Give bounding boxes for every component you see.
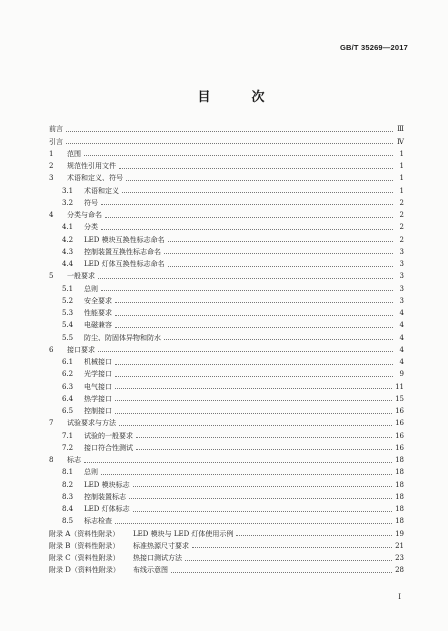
toc-entry-page: 3 <box>399 284 404 293</box>
dot-leader <box>115 522 392 524</box>
dot-leader <box>66 130 393 132</box>
standard-code: GB/T 35269—2017 <box>339 43 408 52</box>
toc-entry-number: 附录 B（资料性附录） <box>49 541 120 550</box>
dot-leader <box>136 448 392 450</box>
toc-entry-page: 3 <box>399 247 404 256</box>
toc-entry-page: 18 <box>395 517 404 526</box>
toc-entry[interactable] <box>49 293 404 305</box>
toc-entry-page: 1 <box>399 186 404 195</box>
toc-entry-number: 7.2 <box>62 443 74 452</box>
toc-entry-page: 18 <box>395 468 404 477</box>
toc-entry[interactable] <box>49 244 404 256</box>
toc-entry[interactable] <box>49 195 404 207</box>
toc-entry-number: 7 <box>49 419 54 428</box>
toc-entry-page: 1 <box>399 174 404 183</box>
dot-leader <box>105 216 393 218</box>
toc-entry[interactable] <box>49 329 404 341</box>
page-number: I <box>398 593 401 601</box>
toc-entry-number: 4.2 <box>62 235 74 244</box>
toc-entry-title: LED 灯体标志 <box>84 505 130 513</box>
toc-entry[interactable] <box>49 342 404 354</box>
toc-entry-title: 防尘、防固体异物和防水 <box>84 333 161 342</box>
toc-entry-title: 术语和定义、符号 <box>67 174 123 183</box>
dot-leader <box>122 191 393 193</box>
toc-entry-page: 3 <box>399 272 404 281</box>
toc-entry[interactable] <box>49 317 404 329</box>
toc-entry[interactable] <box>49 133 404 145</box>
toc-entry[interactable] <box>49 121 404 133</box>
toc-entry-number: 6.5 <box>62 407 74 415</box>
dot-leader <box>129 497 392 499</box>
dot-leader <box>115 314 393 316</box>
dot-leader <box>115 412 392 414</box>
toc-entry-number: 6.3 <box>62 382 74 391</box>
toc-entry-number: 4.3 <box>62 247 74 256</box>
toc-entry-page: 18 <box>395 492 404 501</box>
toc-entry-page: 9 <box>399 370 404 379</box>
dot-leader <box>115 399 392 401</box>
toc-entry-page: 11 <box>395 382 404 391</box>
dot-leader <box>115 363 393 365</box>
toc-entry-page: Ⅳ <box>397 137 404 146</box>
toc-entry-title: 接口符合性测试 <box>84 443 133 452</box>
toc-entry-title: 电磁兼容 <box>84 321 112 330</box>
toc-entry-number: 6.2 <box>62 370 74 379</box>
toc-entry-title: 引言 <box>49 137 63 146</box>
toc-entry-title: 机械接口 <box>84 358 112 366</box>
dot-leader <box>185 559 392 561</box>
toc-entry[interactable] <box>49 501 404 513</box>
toc-entry-number: 5 <box>49 272 54 281</box>
toc-entry-number: 附录 A（资料性附录） <box>49 529 120 538</box>
toc-entry[interactable] <box>49 268 404 280</box>
toc-entry-title: 范围 <box>67 149 81 158</box>
toc-entry-title: 试验的一般要求 <box>84 431 133 440</box>
toc-entry-title: LED 模块与 LED 灯体使用示例 <box>133 529 234 538</box>
toc-entry-page: 4 <box>399 333 404 342</box>
toc-entry[interactable] <box>49 378 404 390</box>
toc-entry-number: 6.1 <box>62 358 74 366</box>
toc-entry-number: 3.1 <box>62 186 74 195</box>
dot-leader <box>101 228 393 230</box>
toc-entry-title: 分类 <box>84 223 98 232</box>
dot-leader <box>136 436 392 438</box>
toc-entry-number: 5.2 <box>62 296 74 305</box>
dot-leader <box>236 534 392 536</box>
toc-entry[interactable] <box>49 538 404 550</box>
toc-entry[interactable] <box>49 489 404 501</box>
toc-entry-page: 1 <box>399 149 404 158</box>
toc-entry-number: 5.3 <box>62 309 74 317</box>
toc-entry[interactable] <box>49 415 404 427</box>
toc-entry-page: 19 <box>395 529 404 538</box>
toc-entry[interactable] <box>49 280 404 292</box>
toc-entry-number: 8.5 <box>62 517 74 526</box>
toc-entry[interactable] <box>49 440 404 452</box>
toc-entry-page: 4 <box>399 345 404 354</box>
dot-leader <box>98 350 393 352</box>
toc-entry-title: 布线示意图 <box>133 566 168 575</box>
toc-entry-page: 2 <box>399 211 404 219</box>
toc-entry-title: 前言 <box>49 125 63 134</box>
toc-entry-page: 3 <box>399 296 404 305</box>
toc-entry[interactable] <box>49 146 404 158</box>
toc-entry-title: 试验要求与方法 <box>67 419 116 428</box>
dot-leader <box>133 485 392 487</box>
toc-entry-title: 符号 <box>84 198 98 207</box>
dot-leader <box>115 375 393 377</box>
dot-leader <box>66 142 393 144</box>
dot-leader <box>171 571 392 573</box>
toc-entry-title: 术语和定义 <box>84 186 119 195</box>
toc-entry-number: 附录 D（资料性附录） <box>49 566 120 575</box>
toc-entry-page: 21 <box>395 541 404 550</box>
toc-entry-number: 6 <box>49 345 54 354</box>
toc-entry[interactable] <box>49 170 404 182</box>
dot-leader <box>115 301 393 303</box>
dot-leader <box>119 424 392 426</box>
dot-leader <box>115 387 392 389</box>
toc-entry[interactable] <box>49 562 404 574</box>
dot-leader <box>192 546 392 548</box>
table-of-contents <box>49 121 404 574</box>
toc-entry-page: 16 <box>395 419 404 428</box>
toc-entry-number: 5.5 <box>62 333 74 342</box>
dot-leader <box>164 338 393 340</box>
toc-entry[interactable] <box>49 427 404 439</box>
toc-entry-page: 15 <box>395 394 404 403</box>
toc-entry[interactable] <box>49 158 404 170</box>
toc-entry-number: 8.3 <box>62 492 74 501</box>
toc-entry[interactable] <box>49 513 404 525</box>
toc-entry-page: Ⅲ <box>397 125 404 134</box>
toc-entry-page: 4 <box>399 358 404 366</box>
toc-entry[interactable] <box>49 256 404 268</box>
toc-entry-title: 规范性引用文件 <box>67 162 116 170</box>
dot-leader <box>126 179 393 181</box>
toc-entry-title: 接口要求 <box>67 345 95 354</box>
dot-leader <box>119 167 393 169</box>
toc-entry-page: 2 <box>399 223 404 232</box>
toc-entry[interactable] <box>49 550 404 562</box>
toc-entry-title: 总则 <box>84 468 98 477</box>
toc-entry-title: 标志 <box>67 456 81 464</box>
toc-entry-page: 4 <box>399 309 404 317</box>
toc-entry-number: 8.1 <box>62 468 74 477</box>
toc-entry-number: 7.1 <box>62 431 74 440</box>
toc-entry-number: 附录 C（资料性附录） <box>49 554 120 562</box>
toc-entry[interactable] <box>49 219 404 231</box>
dot-leader <box>84 461 392 463</box>
toc-entry[interactable] <box>49 207 404 219</box>
dot-leader <box>168 240 393 242</box>
toc-entry-number: 5.1 <box>62 284 74 293</box>
toc-entry[interactable] <box>49 403 404 415</box>
dot-leader <box>101 473 392 475</box>
toc-entry[interactable] <box>49 525 404 537</box>
toc-entry[interactable] <box>49 354 404 366</box>
dot-leader <box>133 510 392 512</box>
toc-entry-page: 28 <box>395 566 404 575</box>
toc-entry-page: 2 <box>399 198 404 207</box>
toc-entry[interactable] <box>49 366 404 378</box>
toc-entry-number: 4.1 <box>62 223 74 232</box>
toc-entry-number: 6.4 <box>62 394 74 403</box>
toc-entry-number: 4.4 <box>62 260 74 268</box>
toc-entry[interactable] <box>49 452 404 464</box>
toc-entry-title: 性能要求 <box>84 309 112 317</box>
toc-entry-title: LED 模块互换性标志命名 <box>84 235 165 244</box>
toc-entry-title: LED 模块标志 <box>84 480 130 489</box>
toc-entry-page: 18 <box>395 505 404 513</box>
dot-leader <box>101 203 393 205</box>
dot-leader <box>115 326 393 328</box>
toc-entry-title: 分类与命名 <box>67 211 102 219</box>
toc-entry-title: 一般要求 <box>67 272 95 281</box>
toc-entry-number: 3 <box>49 174 54 183</box>
toc-entry-page: 16 <box>395 431 404 440</box>
toc-entry-title: 控制装置标志 <box>84 492 126 501</box>
dot-leader <box>84 154 393 156</box>
toc-entry-title: 热学接口 <box>84 394 112 403</box>
toc-entry-title: 安全要求 <box>84 296 112 305</box>
dot-leader <box>168 265 393 267</box>
dot-leader <box>164 252 393 254</box>
toc-entry-number: 3.2 <box>62 198 74 207</box>
toc-entry-number: 8.2 <box>62 480 74 489</box>
toc-entry-page: 16 <box>395 407 404 415</box>
toc-entry-page: 2 <box>399 235 404 244</box>
toc-entry-number: 4 <box>49 211 54 219</box>
toc-entry-number: 8 <box>49 456 54 464</box>
toc-entry-title: 标志检查 <box>84 517 112 526</box>
page-title: 目 次 <box>197 90 279 105</box>
toc-entry-title: 控制接口 <box>84 407 112 415</box>
toc-entry-number: 2 <box>49 162 54 170</box>
dot-leader <box>98 277 393 279</box>
toc-entry-number: 1 <box>49 149 54 158</box>
toc-entry-page: 18 <box>395 480 404 489</box>
toc-entry[interactable] <box>49 182 404 194</box>
dot-leader <box>101 289 393 291</box>
toc-entry[interactable] <box>49 391 404 403</box>
toc-entry-page: 16 <box>395 443 404 452</box>
toc-entry-title: 光学接口 <box>84 370 112 379</box>
toc-entry[interactable] <box>49 464 404 476</box>
toc-entry-page: 23 <box>395 554 404 562</box>
toc-entry-title: 电气接口 <box>84 382 112 391</box>
toc-entry[interactable] <box>49 231 404 243</box>
toc-entry-page: 18 <box>395 456 404 464</box>
toc-entry-number: 8.4 <box>62 505 74 513</box>
toc-entry[interactable] <box>49 305 404 317</box>
toc-entry[interactable] <box>49 476 404 488</box>
toc-entry-title: 标准热源尺寸要求 <box>133 541 189 550</box>
toc-entry-number: 5.4 <box>62 321 74 330</box>
toc-entry-page: 3 <box>399 260 404 268</box>
toc-entry-title: 总则 <box>84 284 98 293</box>
toc-entry-title: 热接口测试方法 <box>133 554 182 562</box>
toc-entry-title: 控制装置互换性标志命名 <box>84 247 161 256</box>
toc-entry-page: 1 <box>399 162 404 170</box>
toc-entry-page: 4 <box>399 321 404 330</box>
toc-entry-title: LED 灯体互换性标志命名 <box>84 260 165 268</box>
